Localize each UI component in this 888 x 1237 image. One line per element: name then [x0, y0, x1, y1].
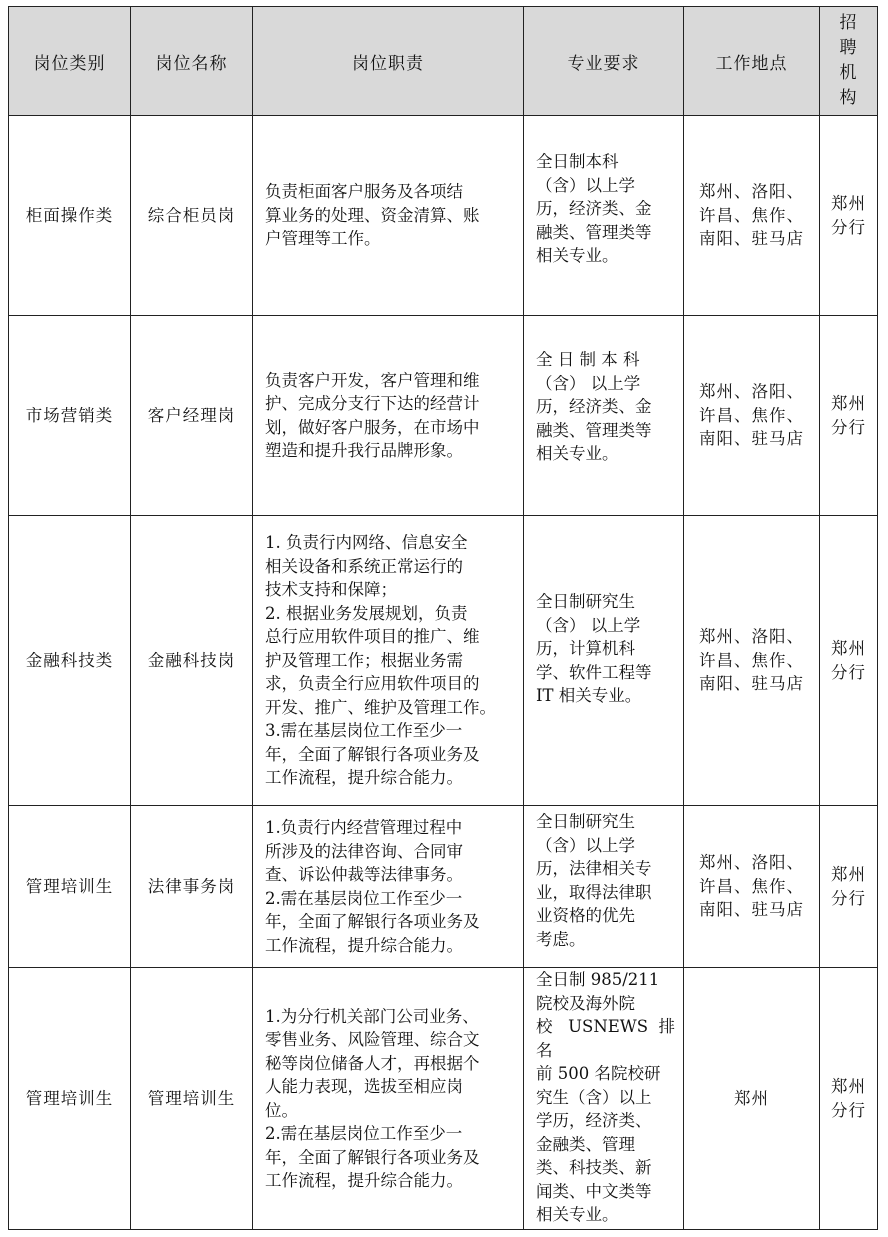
header-org-char: 聘 — [839, 38, 858, 58]
major-line: 校 USNEWS 排名 — [536, 1017, 675, 1060]
org-line: 分行 — [831, 217, 866, 237]
position-cell: 综合柜员岗 — [131, 116, 253, 316]
table-row — [9, 968, 878, 1230]
header-position: 岗位名称 — [131, 7, 253, 116]
location-line: 郑州 — [734, 1088, 769, 1108]
category-cell: 金融科技类 — [9, 516, 131, 806]
duties-cell — [253, 316, 524, 516]
major-line: （含）以上学 — [536, 835, 635, 855]
org-cell — [820, 806, 878, 968]
duties-line: 3.需在基层岗位工作至少一 — [265, 721, 463, 741]
duties-line: 塑造和提升我行品牌形象。 — [265, 441, 463, 460]
major-line: 相关专业。 — [536, 444, 619, 463]
major-cell — [524, 316, 684, 516]
recruitment-table — [8, 6, 878, 1230]
header-org-char: 机 — [839, 63, 858, 83]
location-cell — [684, 806, 820, 968]
major-line: IT 相关专业。 — [536, 686, 642, 705]
duties-line: 2.需在基层岗位工作至少一 — [265, 1124, 463, 1143]
duties-line: 户管理等工作。 — [265, 229, 381, 249]
table-row — [9, 116, 878, 316]
major-line: 相关专业。 — [536, 1205, 619, 1224]
org-line: 分行 — [831, 1100, 866, 1120]
major-line: 业，取得法律职 — [536, 882, 652, 902]
duties-cell — [253, 968, 524, 1230]
org-cell — [820, 516, 878, 806]
position-cell: 金融科技岗 — [131, 516, 253, 806]
location-line: 南阳、驻马店 — [699, 229, 804, 249]
duties-cell — [253, 116, 524, 316]
major-line: 融类、管理类等 — [536, 222, 652, 242]
header-duties: 岗位职责 — [253, 7, 524, 116]
location-line: 许昌、焦作、 — [699, 205, 804, 225]
org-cell — [820, 968, 878, 1230]
category-cell: 管理培训生 — [9, 968, 131, 1230]
duties-line: 相关设备和系统正常运行的 — [265, 556, 463, 576]
major-line: 前 500 名院校研 — [536, 1064, 661, 1083]
major-line: 学、软件工程等 — [536, 662, 652, 682]
major-cell — [524, 516, 684, 806]
major-line: 历，经济类、金 — [536, 397, 652, 416]
header-row — [9, 7, 878, 116]
position-cell: 管理培训生 — [131, 968, 253, 1230]
position-cell: 客户经理岗 — [131, 316, 253, 516]
duties-line: 护、完成分支行下达的经营计 — [265, 394, 480, 413]
major-cell — [524, 968, 684, 1230]
org-line: 分行 — [831, 662, 866, 682]
category-cell: 市场营销类 — [9, 316, 131, 516]
location-line: 南阳、驻马店 — [699, 429, 804, 449]
location-cell — [684, 516, 820, 806]
org-line: 郑州 — [831, 1077, 866, 1096]
duties-line: 秘等岗位储备人才，再根据个 — [265, 1053, 480, 1073]
category-cell: 柜面操作类 — [9, 116, 131, 316]
duties-cell — [253, 516, 524, 806]
duties-line: 划，做好客户服务，在市场中 — [265, 417, 480, 437]
location-cell — [684, 116, 820, 316]
major-line: 融类、管理类等 — [536, 420, 652, 440]
header-org-char: 构 — [839, 88, 858, 108]
position-cell: 法律事务岗 — [131, 806, 253, 968]
duties-line: 负责柜面客户服务及各项结 — [265, 182, 463, 202]
duties-line: 求，负责全行应用软件项目的 — [265, 674, 480, 694]
location-line: 南阳、驻马店 — [699, 674, 804, 694]
org-cell — [820, 116, 878, 316]
header-category: 岗位类别 — [9, 7, 131, 116]
duties-line: 工作流程，提升综合能力。 — [265, 1171, 463, 1190]
org-line: 分行 — [831, 888, 866, 908]
table-row — [9, 316, 878, 516]
major-line: 金融类、管理 — [536, 1134, 635, 1154]
major-line: 全日制 985/211 — [536, 970, 660, 989]
table-row — [9, 516, 878, 806]
duties-line: 零售业务、风险管理、综合文 — [265, 1030, 480, 1049]
major-line: 全日制研究生 — [536, 812, 635, 831]
duties-line: 算业务的处理、资金清算、账 — [265, 205, 480, 225]
duties-line: 1.为分行机关部门公司业务、 — [265, 1006, 479, 1026]
duties-line: 1.负责行内经营管理过程中 — [265, 818, 463, 837]
major-line: 历，经济类、金 — [536, 199, 652, 218]
location-line: 南阳、驻马店 — [699, 900, 804, 920]
duties-line: 总行应用软件项目的推广、维 — [265, 627, 480, 647]
location-cell — [684, 968, 820, 1230]
org-line: 分行 — [831, 417, 866, 437]
org-line: 郑州 — [831, 865, 866, 884]
major-line: （含） 以上学 — [536, 373, 641, 393]
table-row — [9, 806, 878, 968]
major-line: （含）以上学 — [536, 175, 635, 195]
major-line: 学历，经济类、 — [536, 1111, 652, 1130]
header-org-char: 招 — [839, 13, 858, 33]
org-line: 郑州 — [831, 194, 866, 213]
major-line: 历，计算机科 — [536, 639, 635, 658]
duties-line: 技术支持和保障； — [265, 580, 397, 600]
location-line: 郑州、洛阳、 — [699, 382, 804, 402]
duties-line: 年，全面了解银行各项业务及 — [265, 912, 480, 931]
location-line: 许昌、焦作、 — [699, 876, 804, 896]
major-line: 业资格的优先 — [536, 906, 635, 925]
duties-line: 所涉及的法律咨询、合同审 — [265, 841, 463, 861]
location-line: 郑州、洛阳、 — [699, 853, 804, 873]
major-cell — [524, 116, 684, 316]
category-cell: 管理培训生 — [9, 806, 131, 968]
location-line: 郑州、洛阳、 — [699, 182, 804, 202]
org-line: 郑州 — [831, 639, 866, 658]
header-org — [820, 7, 878, 116]
duties-line: 护及管理工作；根据业务需 — [265, 650, 463, 670]
major-line: 全 日 制 本 科 — [536, 350, 640, 369]
major-line: 闻类、中文类等 — [536, 1181, 652, 1201]
org-line: 郑州 — [831, 394, 866, 413]
duties-line: 年，全面了解银行各项业务及 — [265, 1147, 480, 1167]
location-line: 许昌、焦作、 — [699, 650, 804, 670]
duties-line: 工作流程，提升综合能力。 — [265, 768, 463, 788]
major-line: 全日制研究生 — [536, 592, 635, 611]
duties-line: 负责客户开发，客户管理和维 — [265, 370, 480, 390]
duties-line: 2. 根据业务发展规划，负责 — [265, 603, 468, 623]
duties-line: 年，全面了解银行各项业务及 — [265, 744, 480, 764]
major-line: 究生（含）以上 — [536, 1087, 652, 1107]
duties-line: 查、诉讼仲裁等法律事务。 — [265, 865, 463, 884]
duties-cell — [253, 806, 524, 968]
duties-line: 位。 — [265, 1100, 298, 1120]
duties-line: 1. 负责行内网络、信息安全 — [265, 533, 468, 553]
duties-line: 人能力表现，选拔至相应岗 — [265, 1077, 463, 1096]
major-line: 考虑。 — [536, 929, 586, 949]
location-line: 郑州、洛阳、 — [699, 627, 804, 647]
header-location: 工作地点 — [684, 7, 820, 116]
major-cell — [524, 806, 684, 968]
header-major: 专业要求 — [524, 7, 684, 116]
major-line: 院校及海外院 — [536, 993, 635, 1013]
location-cell — [684, 316, 820, 516]
location-line: 许昌、焦作、 — [699, 405, 804, 425]
major-line: （含） 以上学 — [536, 615, 641, 635]
major-line: 历，法律相关专 — [536, 859, 652, 878]
duties-line: 2.需在基层岗位工作至少一 — [265, 888, 463, 908]
duties-line: 开发、推广、维护及管理工作。 — [265, 697, 496, 717]
major-line: 类、科技类、新 — [536, 1158, 652, 1177]
org-cell — [820, 316, 878, 516]
major-line: 相关专业。 — [536, 246, 619, 265]
duties-line: 工作流程，提升综合能力。 — [265, 935, 463, 955]
major-line: 全日制本科 — [536, 152, 619, 171]
